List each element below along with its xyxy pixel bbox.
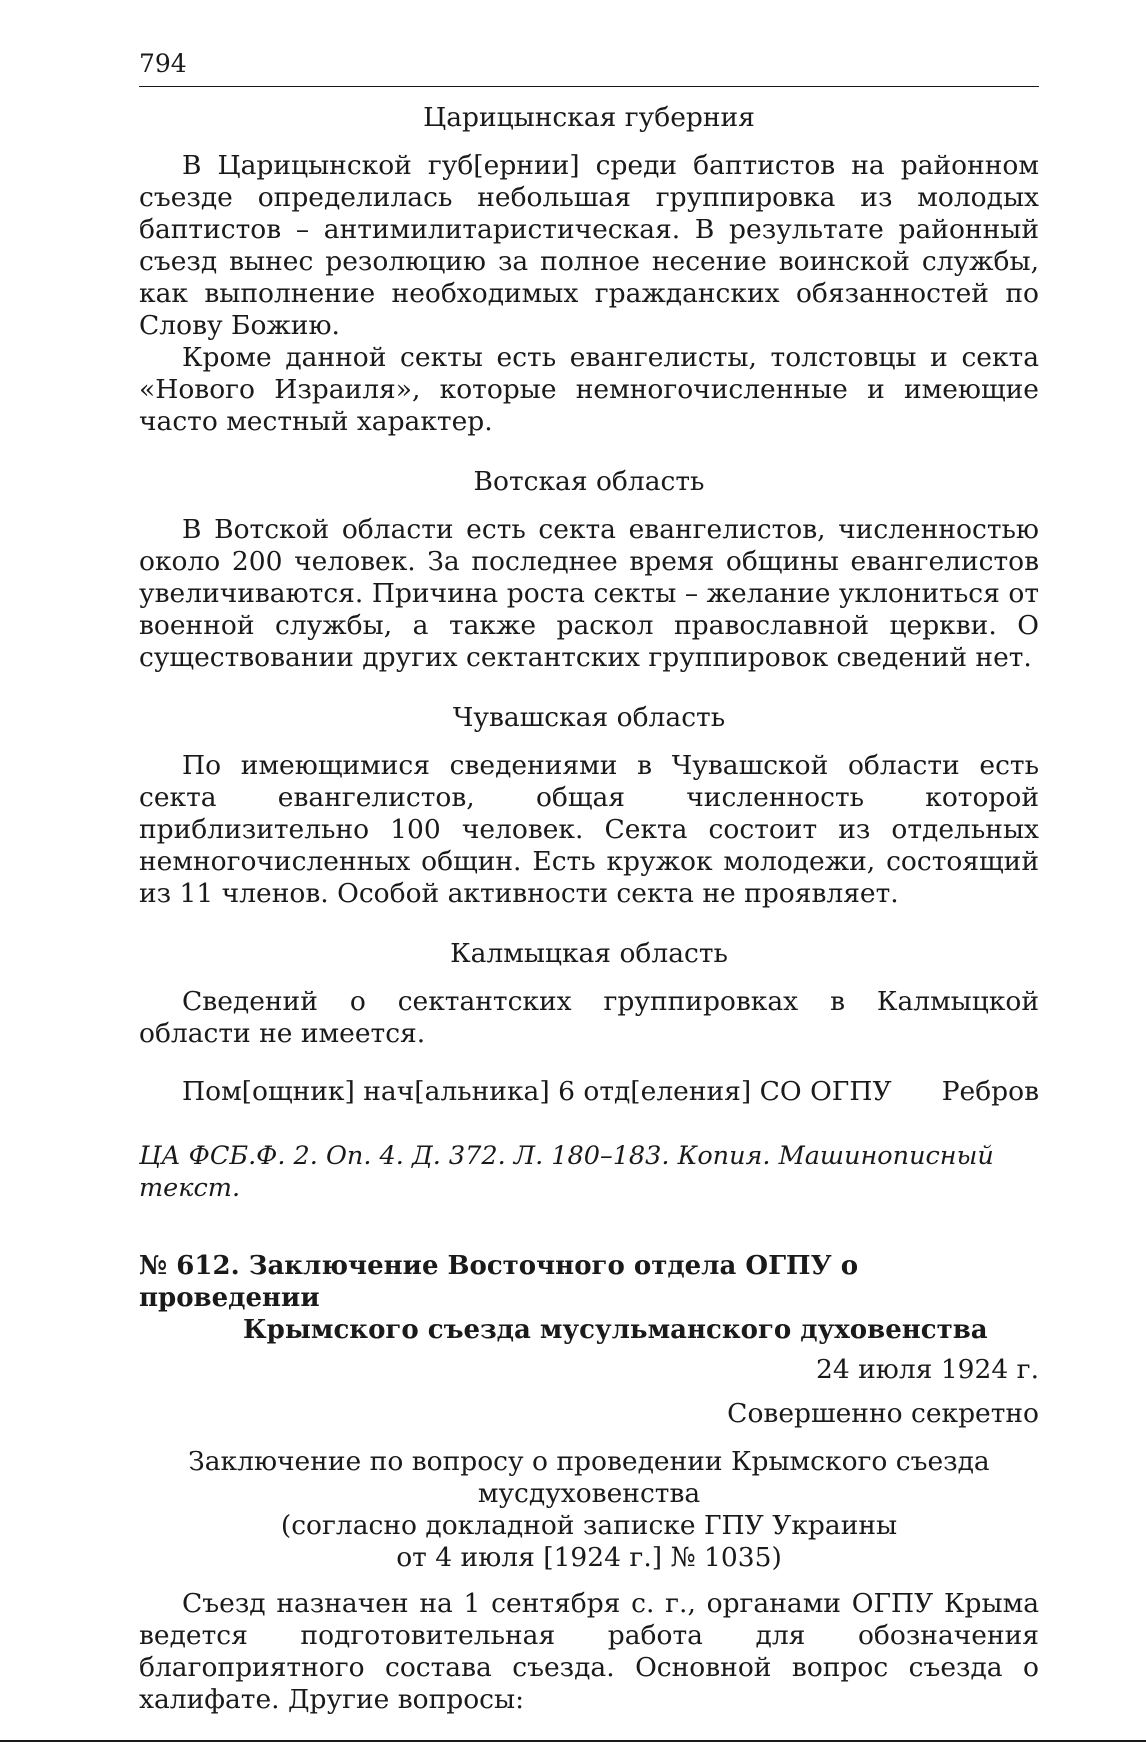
- paragraph: Кроме данной секты есть евангелисты, толстовцы и секта «Нового Израиля», которые немногочисленные и имеющие часто местный характер.: [139, 342, 1039, 437]
- paragraph: Сведений о сектантских группировках в Калмыцкой области не имеется.: [139, 986, 1039, 1049]
- subtitle-line: мусдуховенства: [477, 1478, 701, 1509]
- section-heading: Царицынская губерния: [423, 102, 755, 133]
- section-heading: Калмыцкая область: [450, 938, 728, 969]
- header-divider: [139, 86, 1039, 87]
- page-number: 794: [139, 49, 187, 78]
- paragraph: Съезд назначен на 1 сентября с. г., органами ОГПУ Крыма ведется подготовительная работа для обозначения благоприятного состава съезда. Основной вопрос съезда о халифате. Другие вопросы:: [139, 1588, 1039, 1715]
- document-title: [139, 1250, 1039, 1346]
- document-date: 24 июля 1924 г.: [815, 1354, 1039, 1385]
- signature-position: Пом[ощник] нач[альника] 6 отд[еления] СО ОГПУ: [182, 1076, 892, 1107]
- document-title-line: № 612. Заключение Восточного отдела ОГПУ о проведении: [139, 1251, 859, 1313]
- bottom-edge-line: [0, 1740, 1146, 1742]
- subtitle-line: (согласно докладной записке ГПУ Украины: [280, 1510, 898, 1541]
- archive-source: ЦА ФСБ.Ф. 2. Оп. 4. Д. 372. Л. 180–183. Копия. Машинописный текст.: [139, 1141, 994, 1203]
- paragraph: По имеющимися сведениями в Чувашской области есть секта евангелистов, общая численность которой приблизительно 100 человек. Секта состоит из отдельных немногочисленных общин. Есть кружок молодежи, состоящий из 11 членов. Особой активности секта не проявляет.: [139, 750, 1039, 909]
- signature-name: Ребров: [941, 1076, 1039, 1107]
- signature-line: [139, 1076, 1039, 1108]
- classification-label: Совершенно секретно: [727, 1398, 1039, 1429]
- document-subtitle: [139, 1446, 1039, 1574]
- page-content: [139, 102, 1039, 1716]
- paragraph: В Вотской области есть секта евангелистов, численностью около 200 человек. За последнее время общины евангелистов увеличиваются. Причина роста секты – желание уклониться от военной службы, а также раскол православной церкви. О существовании других сектантских группировок сведений нет.: [139, 514, 1039, 673]
- section-heading: Вотская область: [473, 466, 705, 497]
- document-title-line: Крымского съезда мусульманского духовенства: [243, 1315, 988, 1345]
- section-heading: Чувашская область: [452, 702, 726, 733]
- paragraph: В Царицынской губ[ернии] среди баптистов на районном съезде определилась небольшая группировка из молодых баптистов – антимилитаристическая. В результате районный съезд вынес резолюцию за полное несение воинской службы, как выполнение необходимых гражданских обязанностей по Слову Божию.: [139, 150, 1039, 341]
- subtitle-line: Заключение по вопросу о проведении Крымского съезда: [188, 1446, 990, 1477]
- subtitle-line: от 4 июля [1924 г.] № 1035): [396, 1542, 782, 1573]
